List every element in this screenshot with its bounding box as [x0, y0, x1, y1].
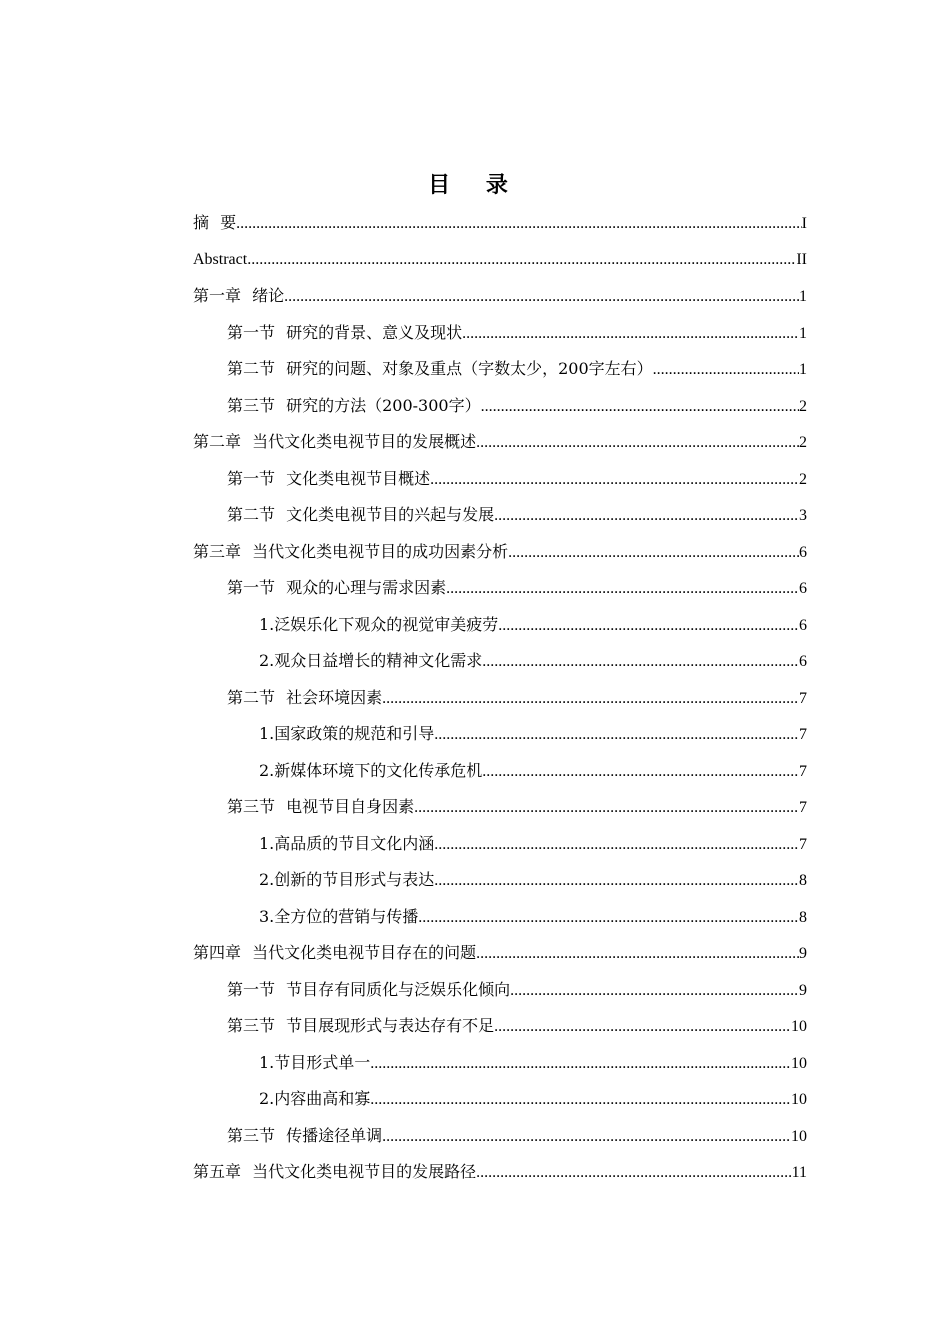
toc-leader-dots [434, 863, 799, 899]
toc-entry-label: 第三节 节目展现形式与表达存有不足 [227, 1016, 495, 1035]
toc-entry-label: 2.新媒体环境下的文化传承危机 [259, 760, 483, 780]
toc-leader-dots [430, 462, 799, 498]
toc-entry[interactable] [193, 424, 807, 461]
toc-entry-label: 第五章 当代文化类电视节目的发展路径 [193, 1162, 477, 1181]
toc-entry[interactable] [193, 1045, 807, 1082]
toc-entry-page-number: I [801, 215, 807, 232]
toc-entry[interactable] [193, 972, 807, 1009]
toc-leader-dots [498, 608, 799, 644]
toc-leader-dots [508, 535, 799, 571]
toc-entry-page-number: 6 [799, 543, 807, 561]
toc-leader-dots [418, 900, 799, 936]
toc-entry-page-number: 6 [799, 580, 807, 597]
toc-leader-dots [370, 1082, 791, 1118]
toc-entry-label: 第二节 社会环境因素 [227, 687, 383, 707]
toc-leader-dots [510, 973, 799, 1009]
toc-leader-dots [482, 754, 799, 790]
toc-list [193, 205, 807, 1191]
toc-entry-label: 第三章 当代文化类电视节目的成功因素分析 [193, 541, 509, 561]
toc-entry-label: 2.内容曲高和寡 [259, 1089, 371, 1108]
toc-entry-page-number: 8 [799, 872, 807, 889]
toc-entry-page-number: 10 [791, 1127, 807, 1145]
toc-entry-label: 1.高品质的节目文化内涵 [259, 833, 435, 853]
toc-entry[interactable] [193, 716, 807, 753]
toc-leader-dots [434, 827, 799, 863]
toc-entry-page-number: 2 [799, 470, 807, 488]
toc-entry-page-number: 8 [799, 908, 807, 926]
toc-entry-page-number: 6 [799, 653, 807, 670]
toc-entry-label: 第四章 当代文化类电视节目存在的问题 [193, 943, 477, 962]
toc-entry[interactable] [193, 534, 807, 571]
toc-entry[interactable] [193, 862, 807, 899]
toc-entry[interactable] [193, 1118, 807, 1155]
toc-entry[interactable] [193, 753, 807, 790]
toc-entry[interactable] [193, 680, 807, 717]
toc-entry[interactable] [193, 935, 807, 972]
toc-leader-dots [494, 1009, 791, 1045]
toc-leader-dots [434, 717, 799, 753]
toc-leader-dots [476, 1155, 792, 1191]
toc-entry-label: 3.全方位的营销与传播 [259, 906, 419, 926]
toc-entry[interactable] [193, 826, 807, 863]
toc-entry[interactable] [193, 205, 807, 242]
toc-entry-label: 第三节 传播途径单调 [227, 1125, 383, 1145]
toc-entry-label: 1.节目形式单一 [259, 1052, 371, 1072]
toc-entry-label: 第二节 文化类电视节目的兴起与发展 [227, 505, 495, 524]
toc-entry-label: Abstract [193, 250, 248, 268]
toc-entry-label: 第二节 研究的问题、对象及重点（字数太少，200字左右） [227, 359, 653, 378]
toc-leader-dots [284, 279, 799, 315]
toc-entry[interactable] [193, 351, 807, 388]
toc-leader-dots [236, 206, 802, 242]
toc-entry[interactable] [193, 899, 807, 936]
toc-entry-page-number: 1 [799, 288, 807, 305]
toc-entry-page-number: 1 [799, 361, 807, 378]
toc-entry-page-number: 9 [799, 945, 807, 962]
toc-leader-dots [370, 1046, 791, 1082]
toc-entry-label: 第三节 研究的方法（200-300字） [227, 395, 481, 415]
toc-entry-label: 摘 要 [193, 213, 237, 232]
toc-entry-label: 第一章 绪论 [193, 286, 285, 305]
toc-entry-page-number: 11 [791, 1164, 807, 1181]
toc-entry-label: 1.国家政策的规范和引导 [259, 724, 435, 743]
toc-leader-dots [414, 790, 799, 826]
toc-leader-dots [476, 936, 799, 972]
toc-entry-page-number: 7 [799, 835, 807, 853]
toc-entry-label: 第二章 当代文化类电视节目的发展概述 [193, 432, 477, 451]
toc-entry-label: 1.泛娱乐化下观众的视觉审美疲劳 [259, 614, 499, 634]
toc-leader-dots [382, 1119, 791, 1155]
toc-leader-dots [446, 571, 799, 607]
toc-leader-dots [482, 644, 799, 680]
toc-entry-label: 第一节 研究的背景、意义及现状 [227, 322, 463, 342]
toc-leader-dots [462, 316, 799, 352]
toc-leader-dots [481, 389, 799, 425]
toc-entry-label: 2.创新的节目形式与表达 [259, 870, 435, 889]
toc-entry[interactable] [193, 497, 807, 534]
toc-entry-label: 第一节 观众的心理与需求因素 [227, 578, 447, 597]
toc-entry-page-number: 1 [799, 324, 807, 342]
toc-entry[interactable] [193, 461, 807, 498]
toc-leader-dots [494, 498, 799, 534]
toc-entry[interactable] [193, 315, 807, 352]
toc-leader-dots [382, 681, 799, 717]
toc-entry[interactable] [193, 278, 807, 315]
toc-entry[interactable] [193, 643, 807, 680]
toc-entry-label: 2.观众日益增长的精神文化需求 [259, 651, 483, 670]
toc-entry[interactable] [193, 1154, 807, 1191]
toc-entry-page-number: II [796, 250, 807, 268]
toc-entry-page-number: 10 [791, 1054, 807, 1072]
toc-entry-label: 第一节 节目存有同质化与泛娱乐化倾向 [227, 979, 511, 999]
toc-title: 目 录 [428, 172, 522, 198]
toc-entry[interactable] [193, 1081, 807, 1118]
toc-entry-label: 第三节 电视节目自身因素 [227, 797, 415, 816]
toc-entry[interactable] [193, 789, 807, 826]
toc-entry-page-number: 7 [799, 689, 807, 707]
toc-entry-page-number: 3 [799, 507, 807, 524]
toc-entry[interactable] [193, 607, 807, 644]
toc-entry[interactable] [193, 1008, 807, 1045]
toc-leader-dots [247, 242, 796, 279]
toc-entry-page-number: 7 [799, 726, 807, 743]
toc-entry-label: 第一节 文化类电视节目概述 [227, 468, 431, 488]
toc-entry-page-number: 10 [791, 1018, 807, 1035]
toc-entry-page-number: 2 [799, 397, 807, 415]
toc-leader-dots [653, 352, 799, 388]
toc-entry-page-number: 7 [799, 762, 807, 780]
toc-entry-page-number: 10 [791, 1091, 807, 1108]
toc-entry[interactable] [193, 570, 807, 607]
toc-entry-page-number: 6 [799, 616, 807, 634]
toc-entry[interactable] [193, 242, 807, 279]
toc-leader-dots [476, 425, 799, 461]
toc-entry-page-number: 7 [799, 799, 807, 816]
toc-entry-page-number: 2 [799, 434, 807, 451]
toc-entry[interactable] [193, 388, 807, 425]
toc-entry-page-number: 9 [799, 981, 807, 999]
